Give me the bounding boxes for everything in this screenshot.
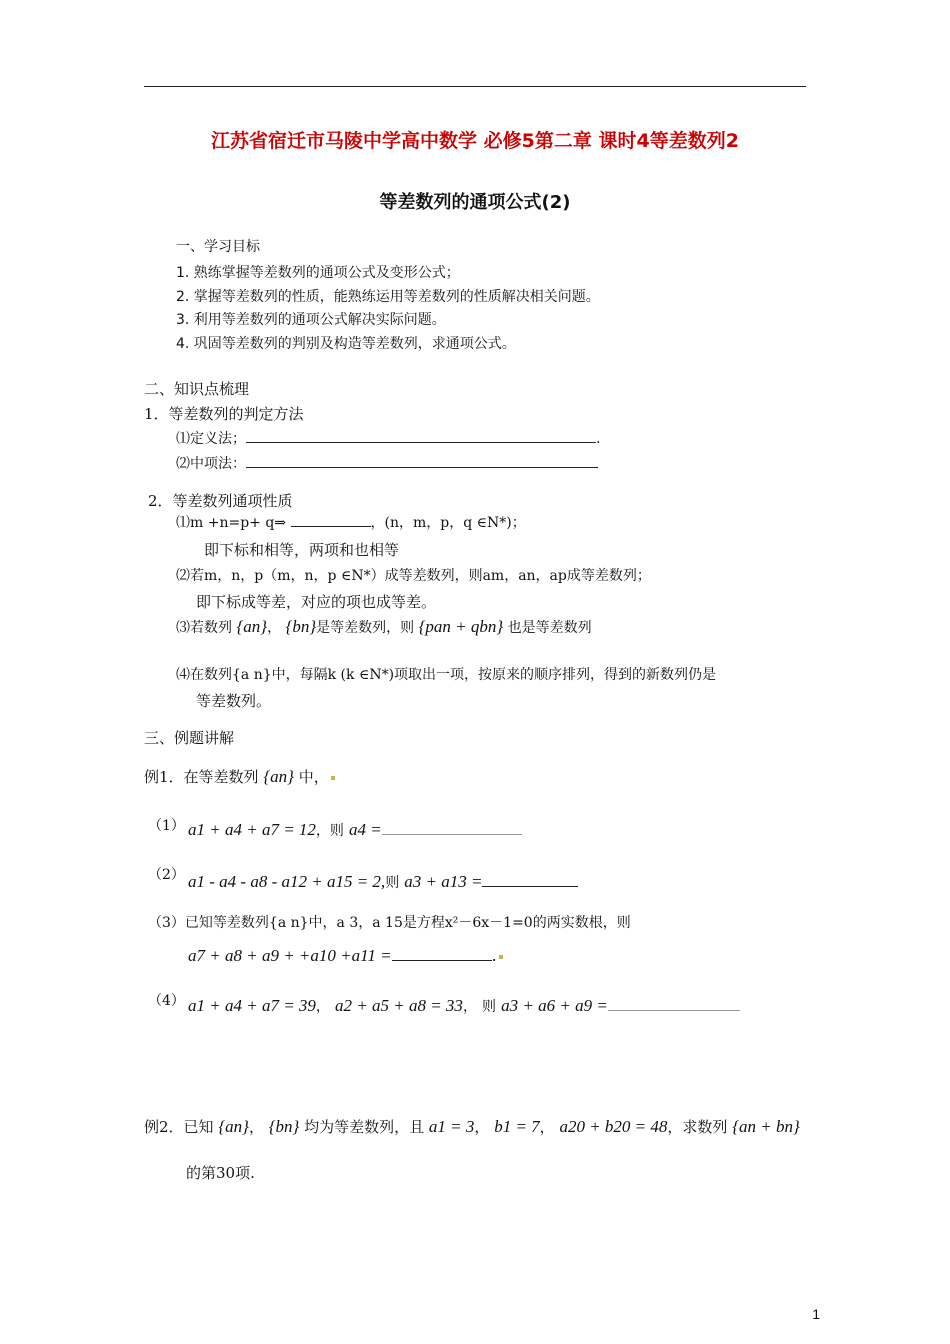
question-3-text: （3）已知等差数列{a n}中，a 3，a 15是方程x²－6x－1=0的两实数根，则 xyxy=(148,915,631,931)
seq-b: {bn} xyxy=(285,617,317,636)
page-number: 1 xyxy=(812,1306,820,1322)
q3-expression: a7 + a8 + a9 + +a10 +a11 = xyxy=(188,946,392,965)
goal-item-2: 2. 掌握等差数列的性质，能熟练运用等差数列的性质解决相关问题。 xyxy=(176,289,600,305)
seq-b: {bn} xyxy=(268,1117,300,1136)
method-definition: ⑴定义法； . xyxy=(176,431,601,447)
example-2-tail: 的第30项. xyxy=(186,1164,255,1182)
answer-blank xyxy=(246,430,596,443)
knowledge-item-1: 1．等差数列的判定方法 xyxy=(144,405,304,423)
goal-item-4: 4. 巩固等差数列的判别及构造等差数列，求通项公式。 xyxy=(176,336,516,352)
property-4: ⑷在数列{a n}中，每隔k (k ∈N*)项取出一项，按原来的顺序排列，得到的新数列仍是 xyxy=(176,667,717,683)
answer-blank xyxy=(482,874,578,887)
goal-item-3: 3. 利用等差数列的通项公式解决实际问题。 xyxy=(176,312,446,328)
section-title: 等差数列的通项公式(2) xyxy=(379,192,571,213)
q1-ask: a4 = xyxy=(349,820,382,839)
q1-label: （1） xyxy=(148,818,185,834)
examples-heading: 三、例题讲解 xyxy=(144,729,235,747)
method-median xyxy=(176,453,598,473)
answer-blank xyxy=(392,948,492,961)
q4-expression-2: a2 + a5 + a8 = 33 xyxy=(335,996,463,1015)
example-1: 例1．在等差数列 {an} 中， xyxy=(144,766,337,787)
method-definition-label: ⑴定义法； xyxy=(176,431,246,447)
answer-blank xyxy=(608,998,740,1011)
condition-a1: a1 = 3 xyxy=(428,1117,475,1136)
method-median-label: ⑵中项法： xyxy=(176,456,246,472)
property-2: ⑵若m，n，p（m，n，p ∈N*）成等差数列，则am，an，ap成等差数列； xyxy=(176,568,651,584)
header-rule xyxy=(144,86,806,87)
answer-blank xyxy=(291,514,371,527)
question-1: a1 + a4 + a7 = 12，则 a4 = xyxy=(188,820,522,840)
seq-sum: {an + bn} xyxy=(732,1117,800,1136)
doc-title: 江苏省宿迁市马陵中学高中数学 必修5第二章 课时4等差数列2 xyxy=(211,130,739,152)
q2-ask: a3 + a13 = xyxy=(404,872,483,891)
seq-a: {an} xyxy=(218,1117,249,1136)
property-3: ⑶若数列 {an}， {bn}是等差数列，则 {pan + qbn} 也是等差数列 xyxy=(176,617,592,636)
question-2: a1 - a4 - a8 - a12 + a15 = 2,则 a3 + a13 = xyxy=(188,872,578,892)
knowledge-heading: 二、知识点梳理 xyxy=(144,380,250,398)
q4-label: （4） xyxy=(148,993,185,1009)
property-1: ⑴m +n=p+ q⇒ ，(n，m，p，q ∈N*)； xyxy=(176,515,526,531)
q4-expression-1: a1 + a4 + a7 = 39 xyxy=(188,996,316,1015)
goal-item-1: 1. 熟练掌握等差数列的通项公式及变形公式； xyxy=(176,265,460,281)
property-2-note: 即下标成等差，对应的项也成等差。 xyxy=(196,593,437,611)
q4-ask: a3 + a6 + a9 = xyxy=(501,996,608,1015)
seq-a: {an} xyxy=(236,617,268,636)
seq-a: {an} xyxy=(263,767,294,786)
answer-blank xyxy=(382,822,522,835)
example-2: 例2．已知 {an}， {bn} 均为等差数列，且 a1 = 3， b1 = 7， a20 + b20 = 48，求数列 {an + bn} xyxy=(144,1117,800,1136)
goals-heading: 一、学习目标 xyxy=(176,239,260,255)
q1-expression: a1 + a4 + a7 = 12 xyxy=(188,820,316,839)
condition-sum: a20 + b20 = 48 xyxy=(559,1117,668,1136)
q2-label: （2） xyxy=(148,867,185,883)
property-1-note: 即下标和相等，两项和也相等 xyxy=(204,541,400,559)
knowledge-item-2: 2．等差数列通项性质 xyxy=(148,492,293,510)
seq-combined: {pan + qbn} xyxy=(418,617,504,636)
q2-expression: a1 - a4 - a8 - a12 + a15 = 2, xyxy=(188,872,386,891)
answer-blank xyxy=(246,455,598,468)
question-4: a1 + a4 + a7 = 39， a2 + a5 + a8 = 33， 则 a3 + a6 + a9 = xyxy=(188,996,740,1016)
condition-b1: b1 = 7 xyxy=(494,1117,540,1136)
property-4-note: 等差数列。 xyxy=(196,692,272,710)
question-3: a7 + a8 + a9 + +a10 +a11 = . xyxy=(188,946,505,966)
